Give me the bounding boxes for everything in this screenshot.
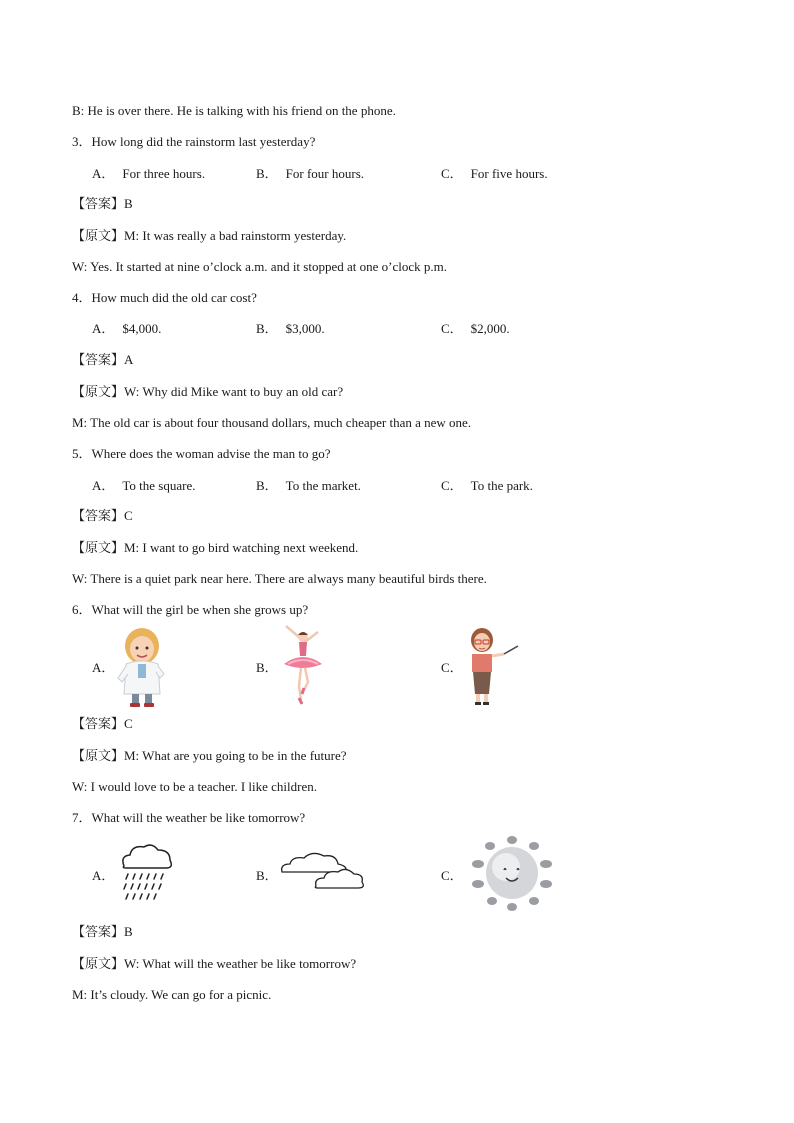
answer-5: 【答案】C xyxy=(72,508,133,523)
transcript-6-line-2: W: I would love to be a teacher. I like children. xyxy=(72,779,317,794)
option-c xyxy=(441,478,533,494)
transcript-4-line-2: M: The old car is about four thousand dollars, much cheaper than a new one. xyxy=(72,415,472,430)
option-letter: B． xyxy=(256,478,278,493)
answer-7: 【答案】B xyxy=(72,924,133,939)
option-b xyxy=(256,321,325,337)
option-a xyxy=(92,478,195,494)
option-text: For three hours. xyxy=(122,166,206,181)
option-c xyxy=(441,166,548,182)
question-4: 4．How much did the old car cost? xyxy=(72,290,257,305)
cloudy-picture xyxy=(278,850,368,894)
option-text: To the square. xyxy=(122,478,196,493)
option-letter: A． xyxy=(92,868,115,883)
option-text: To the market. xyxy=(285,478,361,493)
option-letter: C． xyxy=(441,478,463,493)
option-letter: B． xyxy=(256,660,278,675)
transcript-5-line-1: 【原文】M: I want to go bird watching next weekend. xyxy=(72,540,359,555)
option-text: To the park. xyxy=(470,478,533,493)
option-text: $2,000. xyxy=(470,321,510,336)
transcript-4-line-1: 【原文】W: Why did Mike want to buy an old car? xyxy=(72,384,344,399)
option-letter: A． xyxy=(92,321,115,336)
sun-picture xyxy=(462,834,562,912)
question-7: 7．What will the weather be like tomorrow? xyxy=(72,810,306,825)
option-text: $3,000. xyxy=(285,321,325,336)
option-b xyxy=(256,166,364,182)
question-5: 5．Where does the woman advise the man to go? xyxy=(72,446,331,461)
transcript-5-line-2: W: There is a quiet park near here. There are always many beautiful birds there. xyxy=(72,571,487,586)
option-letter: C． xyxy=(441,868,463,883)
option-letter: A． xyxy=(92,478,115,493)
answer-4: 【答案】A xyxy=(72,352,134,367)
option-b xyxy=(256,478,361,494)
option-letter: B． xyxy=(256,166,278,181)
option-c xyxy=(441,321,510,337)
transcript-3-line-1: 【原文】M: It was really a bad rainstorm yesterday. xyxy=(72,228,347,243)
teacher-picture xyxy=(462,624,522,708)
option-a xyxy=(92,321,161,337)
option-text: For four hours. xyxy=(285,166,365,181)
ballet-dancer-picture xyxy=(278,624,328,708)
option-letter: B． xyxy=(256,868,278,883)
option-a xyxy=(92,166,205,182)
transcript-3-line-2: W: Yes. It started at nine o’clock a.m. and it stopped at one o’clock p.m. xyxy=(72,259,447,274)
question-3: 3．How long did the rainstorm last yesterday? xyxy=(72,134,316,149)
option-letter: C． xyxy=(441,166,463,181)
option-letter: C． xyxy=(441,321,463,336)
option-letter: B． xyxy=(256,321,278,336)
doctor-picture xyxy=(112,624,172,708)
transcript-7-line-1: 【原文】W: What will the weather be like tomorrow? xyxy=(72,956,357,971)
option-letter: A． xyxy=(92,660,115,675)
transcript-6-line-1: 【原文】M: What are you going to be in the future? xyxy=(72,748,347,763)
option-letter: C． xyxy=(441,660,463,675)
option-text: $4,000. xyxy=(122,321,162,336)
option-letter: A． xyxy=(92,166,115,181)
transcript-7-line-2: M: It’s cloudy. We can go for a picnic. xyxy=(72,987,272,1002)
dialogue-line: B: He is over there. He is talking with his friend on the phone. xyxy=(72,103,396,118)
option-text: For five hours. xyxy=(470,166,548,181)
rain-cloud-picture xyxy=(116,842,176,902)
answer-6: 【答案】C xyxy=(72,716,133,731)
question-6: 6．What will the girl be when she grows up? xyxy=(72,602,309,617)
answer-3: 【答案】B xyxy=(72,196,133,211)
